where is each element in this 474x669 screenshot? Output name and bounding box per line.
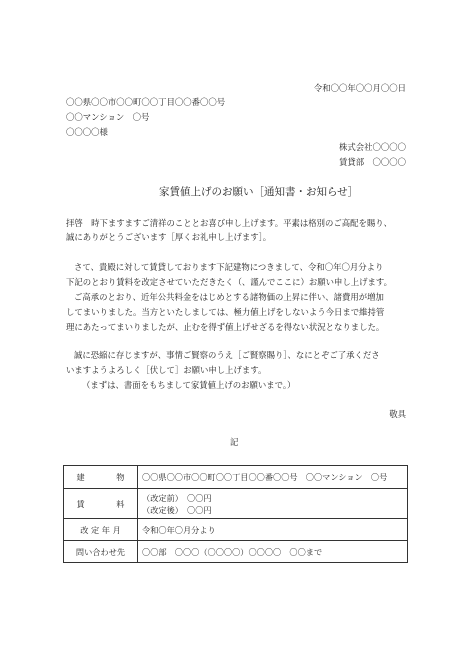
body-line: 誠にありがとうございます［厚くお礼申し上げます］。 xyxy=(66,232,272,242)
letter-title: 家賃値上げのお願い［通知書・お知らせ］ xyxy=(159,186,359,198)
table-row xyxy=(64,489,408,519)
row-value-contact: 〇〇部 〇〇〇（〇〇〇〇）〇〇〇〇 〇〇まで xyxy=(138,541,408,563)
ki-heading: 記 xyxy=(230,437,239,447)
recipient-building: 〇〇マンション 〇号 xyxy=(66,112,150,122)
body-line: 誠に恐縮に存じますが、事情ご賢察のうえ［ご賢察賜り］、なにとぞご了承くださ xyxy=(74,350,380,360)
body-line: 理にあたってまいりましたが、止むを得ず値上げせざるを得ない状況となりました。 xyxy=(66,322,385,332)
rent-after: （改定後） 〇〇円 xyxy=(142,504,212,515)
row-label-revision: 改 定 年 月 xyxy=(64,519,138,541)
row-label-building: 建 物 xyxy=(64,466,138,489)
table-row xyxy=(64,466,408,489)
row-value-rent xyxy=(138,489,408,519)
letter-date: 令和〇〇年〇〇月〇〇日 xyxy=(313,83,406,93)
body-line: してまいりました。当方といたしましては、極力値上げをしないよう今日まで維持管 xyxy=(66,307,385,317)
row-label-rent: 賃 料 xyxy=(64,489,138,519)
body-line: 拝啓 時下ますますご清祥のこととお喜び申し上げます。平素は格別のご高配を賜り、 xyxy=(66,218,392,228)
body-line: 下記のとおり賃料を改定させていただきたく（、謹んでここに）お願い申し上げます。 xyxy=(66,277,392,287)
body-line: さて、貴殿に対して賃貸しております下記建物につきまして、令和〇年〇月分より xyxy=(74,262,384,272)
details-table xyxy=(63,465,408,563)
body-line: いますようよろしく［伏して］お願い申し上げます。 xyxy=(66,365,267,375)
table-row xyxy=(64,541,408,563)
row-value-revision: 令和〇年〇月分より xyxy=(138,519,408,541)
body-line: （まずは、書面をもちまして家賃値上げのお願いまで。） xyxy=(82,380,296,390)
row-label-contact: 問い合わせ先 xyxy=(64,541,138,563)
recipient-address: 〇〇県〇〇市〇〇町〇〇丁目〇〇番〇〇号 xyxy=(66,97,226,107)
sender-company: 株式会社〇〇〇〇 xyxy=(339,142,406,152)
rent-before: （改定前） 〇〇円 xyxy=(142,492,212,503)
recipient-name: 〇〇〇〇様 xyxy=(66,127,108,137)
closing-keigu: 敬具 xyxy=(389,409,406,419)
body-line: ご高承のとおり、近年公共料金をはじめとする諸物価の上昇に伴い、諸費用が増加 xyxy=(74,292,384,302)
row-value-building: 〇〇県〇〇市〇〇町〇〇丁目〇〇番〇〇号 〇〇マンション 〇号 xyxy=(138,466,408,489)
sender-person: 賃貸部 〇〇〇〇 xyxy=(339,157,406,167)
table-row xyxy=(64,519,408,541)
